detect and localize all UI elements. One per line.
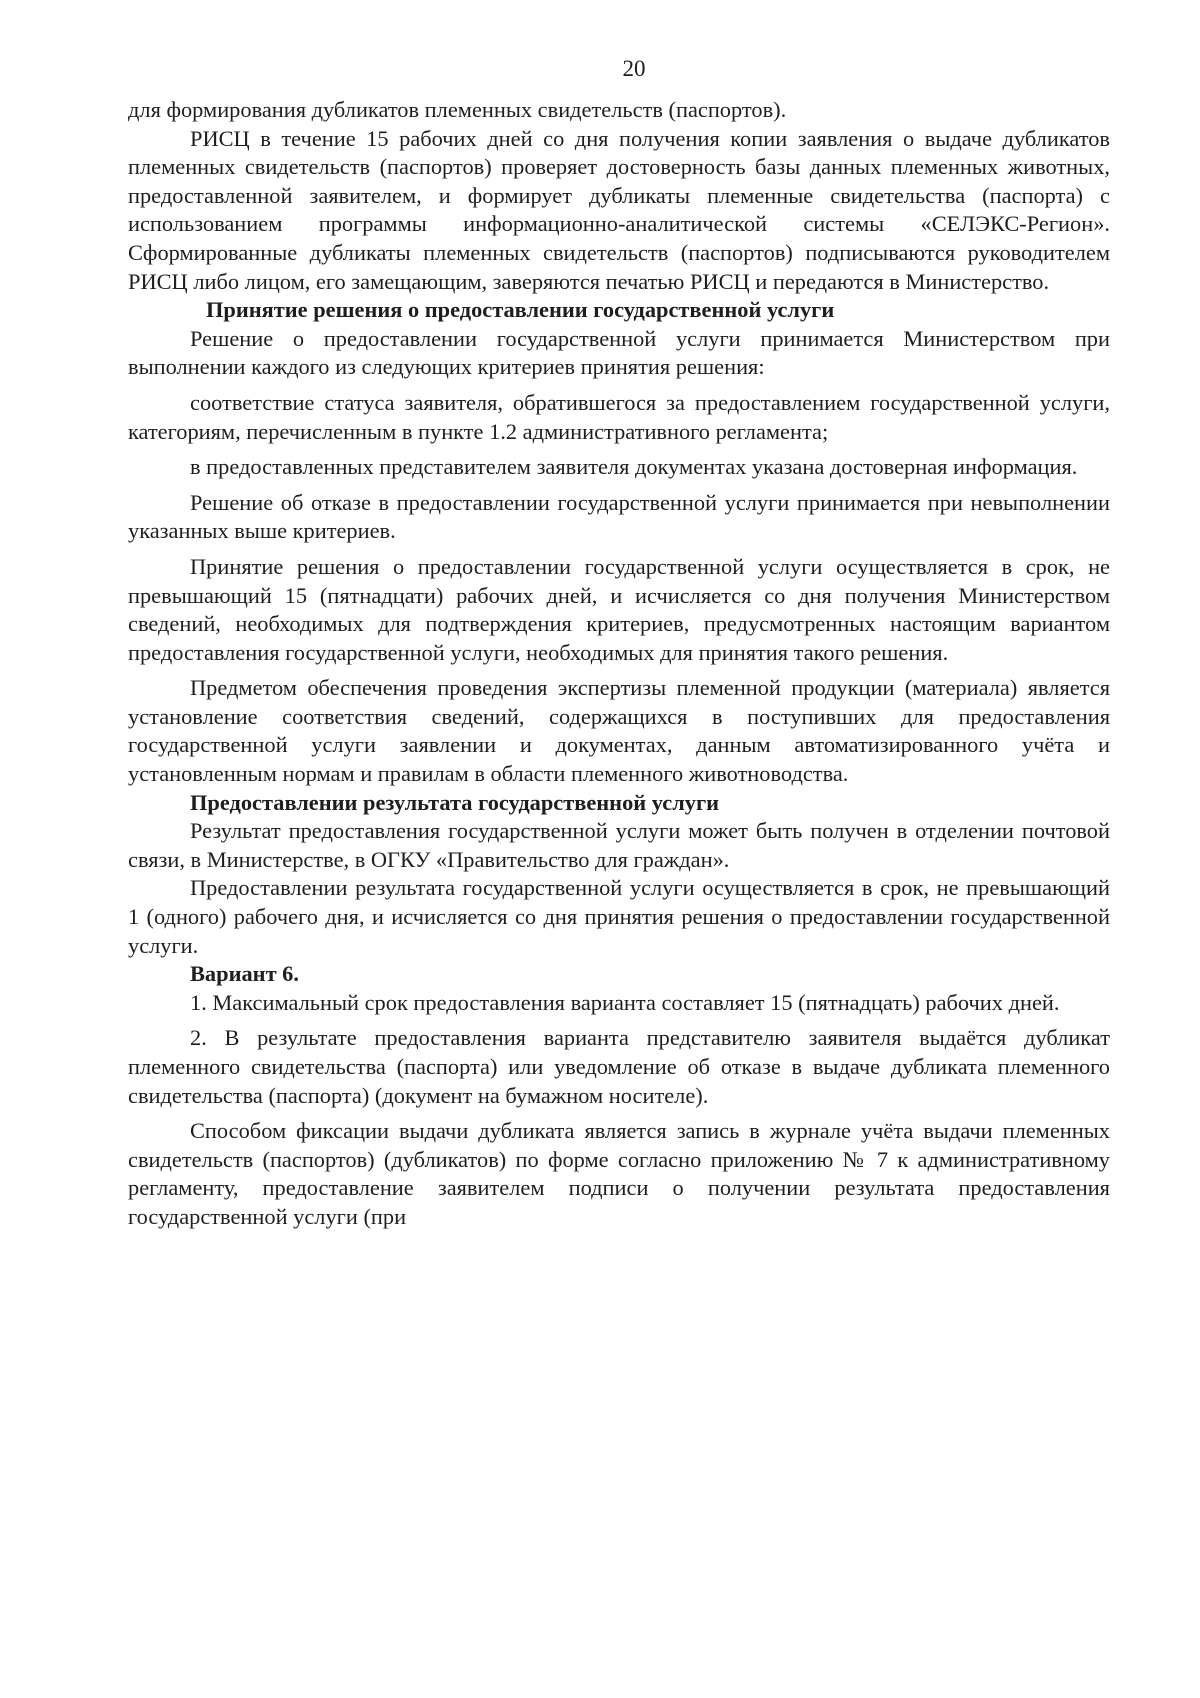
paragraph: Решение о предоставлении государственной услуги принимается Министерством при выполнении каждого из следующих критериев принятия решения:: [128, 325, 1110, 380]
paragraph: Результат предоставления государственной услуги может быть получен в отделении почтовой связи, в Министерстве, в ОГКУ «Правительство для граждан».: [128, 818, 1110, 872]
paragraph: для формирования дубликатов племенных свидетельств (паспортов).: [128, 97, 787, 122]
section-heading-result: Предоставлении результата государственной услуги: [190, 789, 720, 815]
paragraph: соответствие статуса заявителя, обратившегося за предоставлением государственной услуги, категориям, перечисленным в пункте 1.2 административного регламента;: [128, 389, 1110, 444]
section-heading-variant: Вариант 6.: [190, 961, 299, 987]
paragraph: Способом фиксации выдачи дубликата является запись в журнале учёта выдачи племенных свидетельств (паспортов) (дубликатов) по форме согласно приложению № 7 к административному регламенту, предоставление заявителем подписи о получении результата предоставления государственной услуги (при: [128, 1118, 1110, 1229]
paragraph: 1. Максимальный срок предоставления варианта составляет 15 (пятнадцать) рабочих дней.: [190, 989, 1060, 1015]
paragraph: Принятие решения о предоставлении государственной услуги осуществляется в срок, не превышающий 15 (пятнадцати) рабочих дней, и исчисляется со дня получения Министерством сведений, необходимых для подтверждения критериев, предусмотренных настоящим вариантом предоставления государственной услуги, необходимых для принятия такого решения.: [128, 553, 1110, 665]
paragraph: Предоставлении результата государственной услуги осуществляется в срок, не превышающий 1 (одного) рабочего дня, и исчисляется со дня принятия решения о предоставлении государственной услуги.: [128, 875, 1110, 958]
document-body: [128, 96, 1110, 1232]
paragraph: Решение об отказе в предоставлении государственной услуги принимается при невыполнении указанных выше критериев.: [128, 489, 1110, 544]
section-heading-decision: Принятие решения о предоставлении государственной услуги: [206, 297, 835, 323]
paragraph: Предметом обеспечения проведения экспертизы племенной продукции (материала) является установление соответствия сведений, содержащихся в поступивших для предоставления государственной услуги заявлении и документах, данным автоматизированного учёта и установленным нормам и правилам в области племенного животноводства.: [128, 675, 1110, 787]
page-number: 20: [622, 56, 646, 81]
paragraph: 2. В результате предоставления варианта представителю заявителя выдаётся дубликат племенного свидетельства (паспорта) или уведомление об отказе в выдаче дубликата племенного свидетельства (паспорта) (документ на бумажном носителе).: [128, 1025, 1110, 1108]
paragraph: в предоставленных представителем заявителя документах указана достоверная информация.: [190, 454, 1078, 480]
paragraph: РИСЦ в течение 15 рабочих дней со дня получения копии заявления о выдаче дубликатов племенных свидетельств (паспортов) проверяет достоверность базы данных племенных животных, предоставленной заявителем, и формирует дубликаты племенные свидетельства (паспорта) с использованием программы информационно-аналитической системы «СЕЛЭКС-Регион». Сформированные дубликаты племенных свидетельств (паспортов) подписываются руководителем РИСЦ либо лицом, его замещающим, заверяются печатью РИСЦ и передаются в Министерство.: [128, 125, 1110, 294]
